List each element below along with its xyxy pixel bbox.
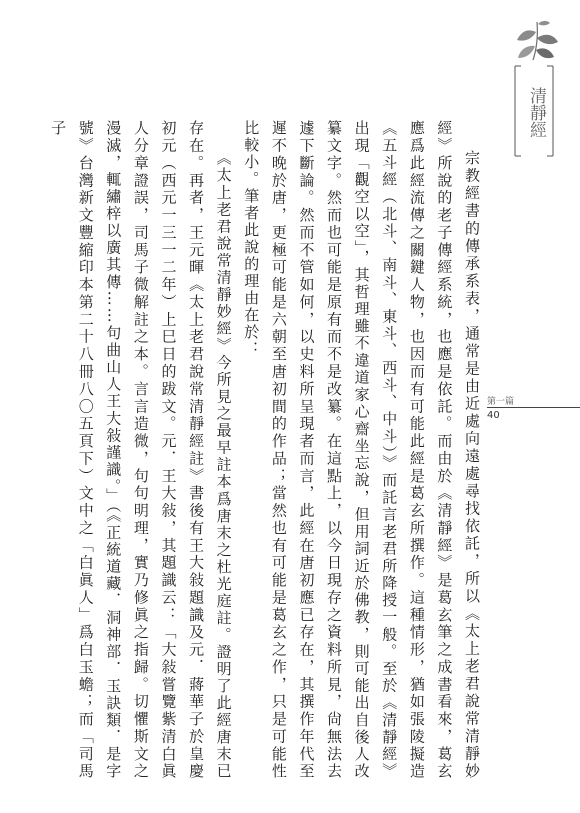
page-number: 40: [487, 410, 500, 421]
section-label: 第一篇: [487, 397, 515, 407]
body-text: [49, 120, 485, 780]
paragraph-1: 宗教經書的傳承系表，通常是由近處向遠處尋找依託，所以《太上老君說常清靜妙經》所說的老子傳經系統，也應是依託。而由於《清靜經》是葛玄筆之成書看來，葛玄應爲此經流傳之關鍵人物，也因而有可能此經是葛玄所撰作。這種情形，猶如張陵擬造《五斗經（北斗、南斗、東斗、西斗、中斗）》而託言老君所降授一般。至於《清靜經》出現「觀空以空」，其哲理雖不違道家心齋坐忘說，但用詞近於佛教，則可能出自後人改纂文字。然而也可能是原有而不是改纂。在這點上，以今日現存之資料所見，尙無法去遽下斷論。然而不管如何，以史料所呈現者而言，此經在唐初應已存在，其撰作年代至遲不晚於唐，更極可能是六朝至唐初間的作品；當然也有可能是葛玄之作，只是可能性比較小。筆者此說的理由在於：: [242, 120, 481, 780]
section-divider: [487, 407, 580, 408]
book-emblem: [505, 20, 563, 155]
emblem-title: 清靜經: [526, 87, 546, 138]
paragraph-2: 《太上老君說常清靜妙經》今所見之最早註本爲唐末之杜光庭註。證明了此經唐末已存在。再者，王元暉《太上老君說常清靜經註》書後有王大敍題識及元．蔣華子於皇慶初元（西元一三一二年）上巳日的跋文。元．王大敍，其題識云：「大敍嘗覽紫清白眞人分章證誤，司馬子微解註之本。言言造微，句句明理，實乃修眞之指歸。切懼斯文之漫滅，輒繡梓以廣其傳……句曲山人王大敍謹識。」（《正統道藏．洞神部．玉訣類．是字號》台灣新文豐縮印本第二十八冊八〇五頁下）文中之「白眞人」爲白玉蟾；而「司馬子: [49, 120, 233, 780]
